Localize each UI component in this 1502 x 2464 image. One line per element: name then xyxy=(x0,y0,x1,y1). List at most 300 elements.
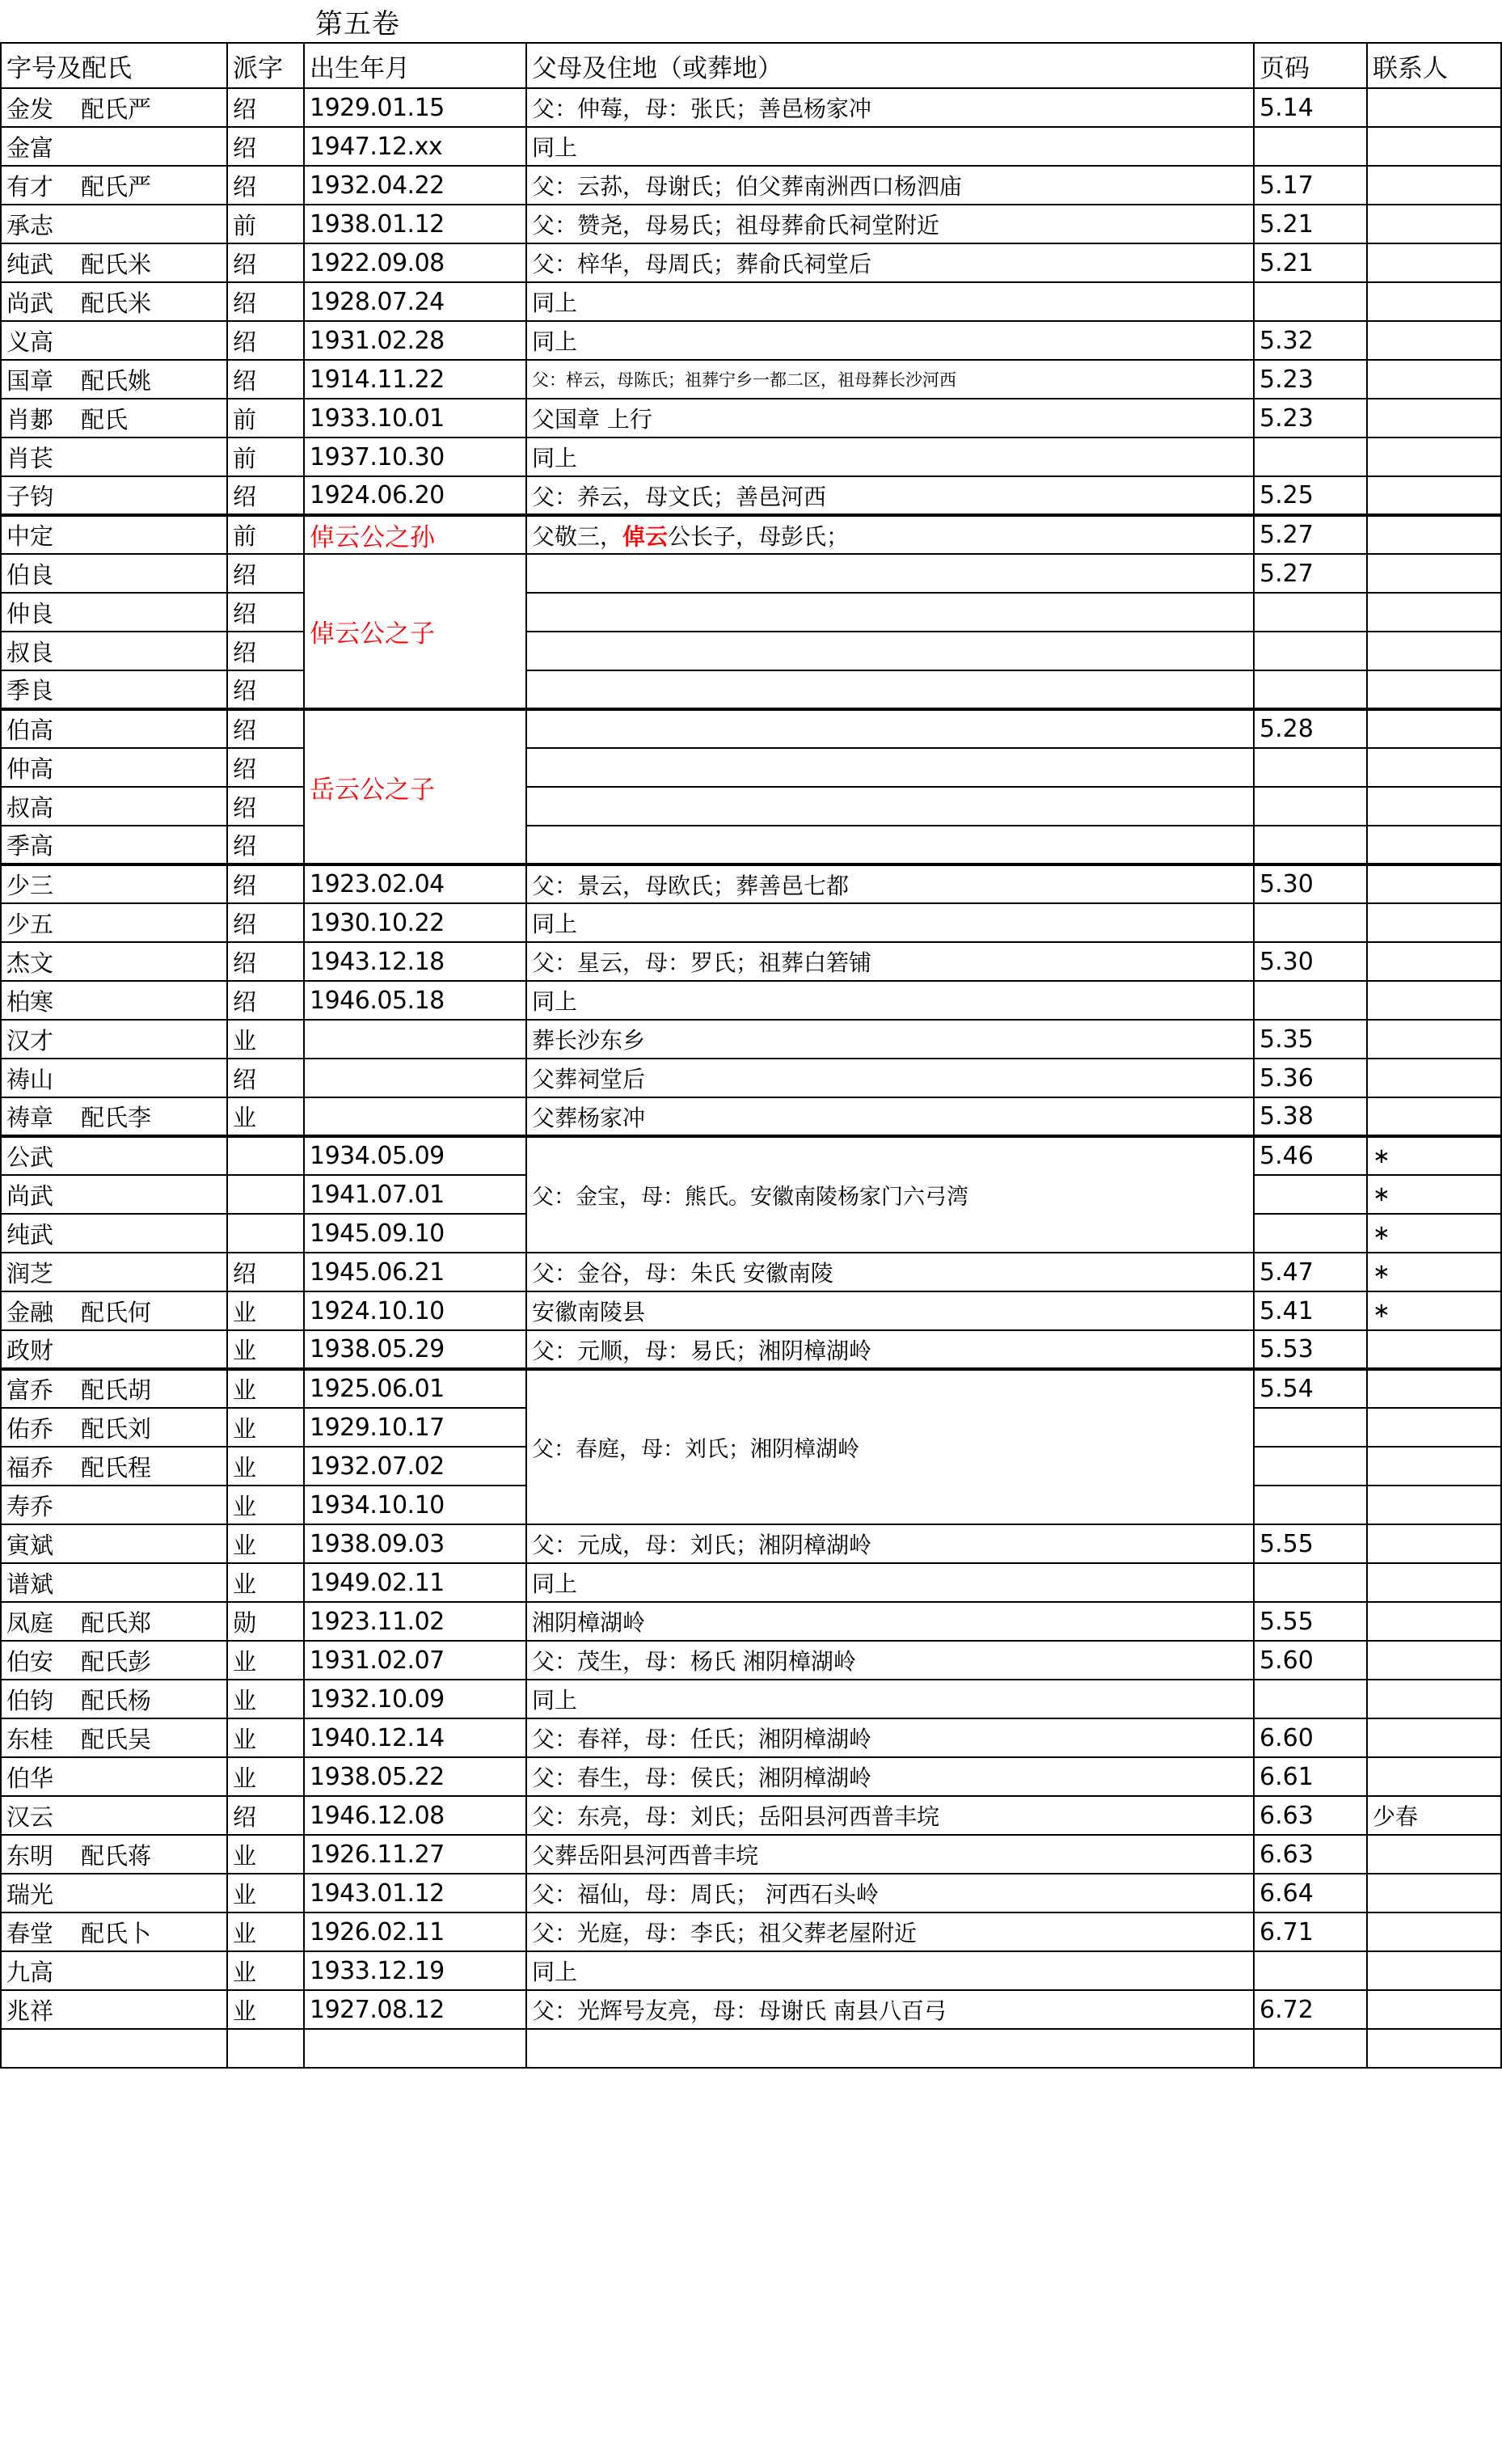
cell-name[interactable] xyxy=(1,1214,227,1253)
cell-birth-date[interactable]: 1933.12.19 xyxy=(304,1951,526,1990)
cell-page-number[interactable] xyxy=(1254,632,1367,670)
table-row xyxy=(1,942,1501,981)
cell-page-number[interactable]: 5.36 xyxy=(1254,1059,1367,1097)
cell-birth-date[interactable]: 1925.06.01 xyxy=(304,1369,526,1408)
cell-generation-char[interactable]: 前 xyxy=(227,399,304,437)
cell-contact[interactable] xyxy=(1367,1447,1501,1486)
cell-name[interactable] xyxy=(1,1253,227,1291)
cell-name[interactable] xyxy=(1,1447,227,1486)
cell-birth-date[interactable]: 1946.12.08 xyxy=(304,1796,526,1835)
cell-page-number[interactable] xyxy=(1254,1447,1367,1486)
cell-parents-residence[interactable]: 父国章 上行 xyxy=(526,399,1254,437)
cell-birth-date[interactable] xyxy=(304,2029,526,2068)
cell-contact[interactable] xyxy=(1367,1835,1501,1874)
cell-birth-date[interactable]: 1929.10.17 xyxy=(304,1408,526,1447)
cell-contact[interactable]: ∗ xyxy=(1367,1253,1501,1291)
cell-generation-char[interactable]: 前 xyxy=(227,515,304,554)
cell-generation-char[interactable]: 前 xyxy=(227,437,304,476)
cell-page-number[interactable]: 5.21 xyxy=(1254,205,1367,243)
cell-name[interactable] xyxy=(1,1486,227,1524)
cell-name[interactable] xyxy=(1,981,227,1020)
cell-contact[interactable] xyxy=(1367,1990,1501,2029)
cell-name[interactable] xyxy=(1,282,227,321)
cell-generation-char[interactable]: 绍 xyxy=(227,282,304,321)
cell-contact[interactable]: ∗ xyxy=(1367,1291,1501,1330)
cell-generation-char[interactable]: 绍 xyxy=(227,1253,304,1291)
cell-name[interactable] xyxy=(1,709,227,748)
cell-contact[interactable] xyxy=(1367,787,1501,826)
cell-birth-date[interactable]: 1934.05.09 xyxy=(304,1136,526,1175)
cell-parents-residence[interactable]: 父：光庭，母：李氏；祖父葬老屋附近 xyxy=(526,1912,1254,1951)
cell-generation-char[interactable]: 勋 xyxy=(227,1602,304,1641)
cell-generation-char[interactable]: 绍 xyxy=(227,748,304,787)
cell-birth-date[interactable]: 1926.11.27 xyxy=(304,1835,526,1874)
cell-parents-residence[interactable]: 父：赞尧，母易氏；祖母葬俞氏祠堂附近 xyxy=(526,205,1254,243)
cell-page-number[interactable]: 5.21 xyxy=(1254,243,1367,282)
cell-birth-date[interactable]: 1940.12.14 xyxy=(304,1718,526,1757)
cell-contact[interactable] xyxy=(1367,864,1501,903)
cell-generation-char[interactable]: 绍 xyxy=(227,88,304,127)
cell-parents-residence[interactable]: 同上 xyxy=(526,282,1254,321)
cell-parents-residence[interactable]: 葬长沙东乡 xyxy=(526,1020,1254,1059)
cell-contact[interactable] xyxy=(1367,476,1501,515)
cell-contact[interactable] xyxy=(1367,321,1501,360)
cell-birth-date[interactable]: 1943.12.18 xyxy=(304,942,526,981)
cell-page-number[interactable]: 5.25 xyxy=(1254,476,1367,515)
cell-name[interactable] xyxy=(1,399,227,437)
cell-name[interactable] xyxy=(1,1680,227,1718)
cell-name[interactable] xyxy=(1,1408,227,1447)
cell-contact[interactable] xyxy=(1367,942,1501,981)
cell-birth-date[interactable]: 1945.09.10 xyxy=(304,1214,526,1253)
cell-contact[interactable] xyxy=(1367,1563,1501,1602)
cell-name[interactable] xyxy=(1,1757,227,1796)
cell-page-number[interactable]: 5.14 xyxy=(1254,88,1367,127)
cell-parents-residence[interactable]: 父：仲莓，母：张氏；善邑杨家冲 xyxy=(526,88,1254,127)
cell-name[interactable] xyxy=(1,1175,227,1214)
cell-parents-residence[interactable]: 同上 xyxy=(526,1951,1254,1990)
cell-contact[interactable] xyxy=(1367,748,1501,787)
cell-page-number[interactable]: 5.41 xyxy=(1254,1291,1367,1330)
cell-generation-char[interactable]: 绍 xyxy=(227,554,304,593)
cell-parents-residence[interactable] xyxy=(526,787,1254,826)
cell-page-number[interactable]: 6.63 xyxy=(1254,1796,1367,1835)
cell-birth-date[interactable]: 1932.07.02 xyxy=(304,1447,526,1486)
cell-parents-residence[interactable]: 父：元顺，母：易氏；湘阴樟湖岭 xyxy=(526,1330,1254,1369)
cell-parents-residence[interactable]: 同上 xyxy=(526,127,1254,166)
cell-parents-residence[interactable] xyxy=(526,709,1254,748)
cell-name[interactable] xyxy=(1,1641,227,1680)
cell-name[interactable] xyxy=(1,670,227,709)
cell-page-number[interactable]: 6.72 xyxy=(1254,1990,1367,2029)
cell-page-number[interactable] xyxy=(1254,1486,1367,1524)
cell-generation-char[interactable]: 业 xyxy=(227,1097,304,1136)
cell-birth-date[interactable]: 1945.06.21 xyxy=(304,1253,526,1291)
cell-parents-residence[interactable]: 同上 xyxy=(526,437,1254,476)
cell-contact[interactable] xyxy=(1367,593,1501,632)
cell-lineage-note[interactable]: 倬云公之孙 xyxy=(304,515,526,554)
cell-page-number[interactable]: 6.60 xyxy=(1254,1718,1367,1757)
cell-page-number[interactable]: 5.35 xyxy=(1254,1020,1367,1059)
cell-parents-residence[interactable]: 父：梓云，母陈氏；祖葬宁乡一都二区，祖母葬长沙河西 xyxy=(526,360,1254,399)
cell-contact[interactable] xyxy=(1367,360,1501,399)
cell-contact[interactable] xyxy=(1367,1059,1501,1097)
cell-name[interactable] xyxy=(1,321,227,360)
cell-page-number[interactable]: 6.61 xyxy=(1254,1757,1367,1796)
cell-parents-residence[interactable]: 父葬杨家冲 xyxy=(526,1097,1254,1136)
cell-page-number[interactable]: 5.46 xyxy=(1254,1136,1367,1175)
cell-generation-char[interactable]: 绍 xyxy=(227,360,304,399)
cell-generation-char[interactable]: 业 xyxy=(227,1641,304,1680)
cell-birth-date[interactable] xyxy=(304,1097,526,1136)
cell-page-number[interactable]: 5.38 xyxy=(1254,1097,1367,1136)
cell-parents-residence[interactable]: 父：福仙，母：周氏； 河西石头岭 xyxy=(526,1874,1254,1912)
cell-name[interactable] xyxy=(1,632,227,670)
cell-generation-char[interactable]: 绍 xyxy=(227,942,304,981)
cell-page-number[interactable]: 5.23 xyxy=(1254,360,1367,399)
cell-page-number[interactable] xyxy=(1254,1951,1367,1990)
cell-generation-char[interactable] xyxy=(227,2029,304,2068)
cell-birth-date[interactable]: 1934.10.10 xyxy=(304,1486,526,1524)
cell-generation-char[interactable]: 业 xyxy=(227,1330,304,1369)
cell-contact[interactable] xyxy=(1367,1330,1501,1369)
cell-page-number[interactable]: 5.17 xyxy=(1254,166,1367,205)
cell-contact[interactable]: ∗ xyxy=(1367,1175,1501,1214)
cell-birth-date[interactable]: 1932.10.09 xyxy=(304,1680,526,1718)
cell-birth-date[interactable]: 1941.07.01 xyxy=(304,1175,526,1214)
cell-contact[interactable] xyxy=(1367,1408,1501,1447)
cell-generation-char[interactable]: 绍 xyxy=(227,670,304,709)
cell-birth-date[interactable]: 1923.11.02 xyxy=(304,1602,526,1641)
cell-name[interactable] xyxy=(1,205,227,243)
cell-contact[interactable] xyxy=(1367,127,1501,166)
cell-name[interactable] xyxy=(1,360,227,399)
cell-name[interactable] xyxy=(1,554,227,593)
cell-contact[interactable] xyxy=(1367,1369,1501,1408)
cell-page-number[interactable] xyxy=(1254,981,1367,1020)
cell-page-number[interactable]: 5.60 xyxy=(1254,1641,1367,1680)
cell-parents-residence[interactable]: 父葬岳阳县河西普丰垸 xyxy=(526,1835,1254,1874)
cell-page-number[interactable]: 5.30 xyxy=(1254,942,1367,981)
cell-birth-date[interactable]: 1933.10.01 xyxy=(304,399,526,437)
cell-birth-date[interactable]: 1924.06.20 xyxy=(304,476,526,515)
cell-contact[interactable] xyxy=(1367,515,1501,554)
cell-name[interactable] xyxy=(1,1020,227,1059)
cell-generation-char[interactable]: 绍 xyxy=(227,321,304,360)
cell-generation-char[interactable]: 绍 xyxy=(227,593,304,632)
cell-lineage-group-label[interactable]: 岳云公之子 xyxy=(304,709,526,864)
cell-generation-char[interactable]: 业 xyxy=(227,1524,304,1563)
cell-page-number[interactable]: 5.55 xyxy=(1254,1602,1367,1641)
cell-parents-residence[interactable] xyxy=(526,748,1254,787)
cell-name[interactable] xyxy=(1,1796,227,1835)
cell-name[interactable] xyxy=(1,1291,227,1330)
cell-contact[interactable]: ∗ xyxy=(1367,1136,1501,1175)
cell-birth-date[interactable]: 1943.01.12 xyxy=(304,1874,526,1912)
cell-generation-char[interactable]: 绍 xyxy=(227,127,304,166)
cell-name[interactable] xyxy=(1,1330,227,1369)
cell-parents-residence[interactable]: 同上 xyxy=(526,321,1254,360)
spouse-surname: 配氏刘 xyxy=(81,1414,152,1443)
cell-name[interactable] xyxy=(1,2029,227,2068)
cell-birth-date[interactable] xyxy=(304,1059,526,1097)
cell-birth-date[interactable]: 1947.12.xx xyxy=(304,127,526,166)
cell-generation-char[interactable]: 业 xyxy=(227,1757,304,1796)
cell-contact[interactable] xyxy=(1367,1718,1501,1757)
cell-name[interactable] xyxy=(1,1951,227,1990)
cell-parents-residence[interactable]: 父葬祠堂后 xyxy=(526,1059,1254,1097)
cell-page-number[interactable] xyxy=(1254,2029,1367,2068)
cell-parents-residence[interactable]: 父：春祥，母：任氏；湘阴樟湖岭 xyxy=(526,1718,1254,1757)
cell-page-number[interactable]: 5.27 xyxy=(1254,554,1367,593)
cell-generation-char[interactable] xyxy=(227,1214,304,1253)
cell-contact[interactable] xyxy=(1367,1757,1501,1796)
cell-contact[interactable] xyxy=(1367,399,1501,437)
cell-page-number[interactable]: 5.55 xyxy=(1254,1524,1367,1563)
cell-parents-residence[interactable] xyxy=(526,632,1254,670)
cell-parents-residence[interactable]: 安徽南陵县 xyxy=(526,1291,1254,1330)
cell-contact[interactable] xyxy=(1367,88,1501,127)
cell-parents-residence[interactable]: 同上 xyxy=(526,903,1254,942)
cell-parents-residence[interactable]: 父：光辉号友亮，母：母谢氏 南县八百弓 xyxy=(526,1990,1254,2029)
cell-name[interactable] xyxy=(1,166,227,205)
cell-contact[interactable] xyxy=(1367,1020,1501,1059)
cell-birth-date[interactable]: 1930.10.22 xyxy=(304,903,526,942)
cell-birth-date[interactable]: 1949.02.11 xyxy=(304,1563,526,1602)
cell-page-number[interactable]: 5.32 xyxy=(1254,321,1367,360)
cell-contact[interactable] xyxy=(1367,1680,1501,1718)
cell-parents-residence[interactable]: 父：金谷，母：朱氏 安徽南陵 xyxy=(526,1253,1254,1291)
cell-page-number[interactable] xyxy=(1254,748,1367,787)
cell-contact[interactable] xyxy=(1367,282,1501,321)
cell-name[interactable] xyxy=(1,127,227,166)
cell-generation-char[interactable]: 绍 xyxy=(227,981,304,1020)
cell-contact[interactable] xyxy=(1367,1641,1501,1680)
cell-name[interactable] xyxy=(1,1524,227,1563)
cell-contact[interactable] xyxy=(1367,205,1501,243)
cell-contact[interactable] xyxy=(1367,903,1501,942)
cell-name[interactable] xyxy=(1,1136,227,1175)
cell-generation-char[interactable]: 业 xyxy=(227,1874,304,1912)
cell-page-number[interactable] xyxy=(1254,787,1367,826)
cell-page-number[interactable] xyxy=(1254,1214,1367,1253)
cell-name[interactable] xyxy=(1,593,227,632)
cell-name[interactable] xyxy=(1,864,227,903)
cell-page-number[interactable]: 5.54 xyxy=(1254,1369,1367,1408)
cell-contact[interactable] xyxy=(1367,2029,1501,2068)
cell-parents-residence[interactable] xyxy=(526,826,1254,864)
table-row xyxy=(1,1253,1501,1291)
cell-birth-date[interactable]: 1931.02.07 xyxy=(304,1641,526,1680)
cell-contact[interactable] xyxy=(1367,632,1501,670)
cell-name[interactable] xyxy=(1,1059,227,1097)
cell-name[interactable] xyxy=(1,515,227,554)
cell-generation-char[interactable]: 绍 xyxy=(227,787,304,826)
cell-name[interactable] xyxy=(1,1602,227,1641)
cell-page-number[interactable]: 6.71 xyxy=(1254,1912,1367,1951)
cell-generation-char[interactable]: 业 xyxy=(227,1369,304,1408)
cell-parents-residence[interactable] xyxy=(526,515,1254,554)
cell-birth-date[interactable]: 1924.10.10 xyxy=(304,1291,526,1330)
cell-page-number[interactable] xyxy=(1254,593,1367,632)
cell-parents-residence[interactable]: 父：梓华，母周氏；葬俞氏祠堂后 xyxy=(526,243,1254,282)
cell-generation-char[interactable]: 绍 xyxy=(227,476,304,515)
cell-generation-char[interactable]: 业 xyxy=(227,1563,304,1602)
cell-birth-date[interactable]: 1931.02.28 xyxy=(304,321,526,360)
cell-name[interactable] xyxy=(1,1835,227,1874)
cell-generation-char[interactable]: 前 xyxy=(227,205,304,243)
cell-page-number[interactable] xyxy=(1254,437,1367,476)
cell-contact[interactable] xyxy=(1367,1874,1501,1912)
cell-name[interactable] xyxy=(1,1718,227,1757)
cell-contact[interactable] xyxy=(1367,709,1501,748)
cell-birth-date[interactable]: 1914.11.22 xyxy=(304,360,526,399)
cell-page-number[interactable] xyxy=(1254,1680,1367,1718)
cell-generation-char[interactable]: 业 xyxy=(227,1990,304,2029)
cell-generation-char[interactable]: 业 xyxy=(227,1486,304,1524)
cell-page-number[interactable]: 5.30 xyxy=(1254,864,1367,903)
cell-page-number[interactable] xyxy=(1254,826,1367,864)
cell-parents-residence[interactable]: 同上 xyxy=(526,981,1254,1020)
cell-birth-date[interactable]: 1937.10.30 xyxy=(304,437,526,476)
cell-name[interactable] xyxy=(1,1874,227,1912)
cell-generation-char[interactable]: 业 xyxy=(227,1680,304,1718)
cell-contact[interactable]: ∗ xyxy=(1367,1214,1501,1253)
cell-parents-residence-merged[interactable]: 父：金宝，母：熊氏。安徽南陵杨家门六弓湾 xyxy=(526,1136,1254,1253)
cell-parents-residence[interactable] xyxy=(526,2029,1254,2068)
cell-generation-char[interactable]: 绍 xyxy=(227,166,304,205)
cell-page-number[interactable] xyxy=(1254,903,1367,942)
person-name: 有才 xyxy=(6,172,54,201)
cell-generation-char[interactable]: 业 xyxy=(227,1020,304,1059)
cell-page-number[interactable] xyxy=(1254,127,1367,166)
cell-generation-char[interactable]: 绍 xyxy=(227,1796,304,1835)
cell-contact[interactable] xyxy=(1367,1602,1501,1641)
cell-page-number[interactable] xyxy=(1254,1175,1367,1214)
cell-birth-date[interactable]: 1927.08.12 xyxy=(304,1990,526,2029)
cell-contact[interactable] xyxy=(1367,437,1501,476)
cell-name[interactable] xyxy=(1,826,227,864)
cell-generation-char[interactable]: 业 xyxy=(227,1951,304,1990)
cell-parents-residence[interactable]: 父：星云，母：罗氏；祖葬白箬铺 xyxy=(526,942,1254,981)
cell-page-number[interactable] xyxy=(1254,1563,1367,1602)
cell-page-number[interactable]: 5.28 xyxy=(1254,709,1367,748)
cell-birth-date[interactable]: 1928.07.24 xyxy=(304,282,526,321)
cell-name[interactable] xyxy=(1,1912,227,1951)
cell-page-number[interactable] xyxy=(1254,282,1367,321)
cell-contact[interactable] xyxy=(1367,1912,1501,1951)
cell-generation-char[interactable]: 绍 xyxy=(227,709,304,748)
cell-contact[interactable] xyxy=(1367,670,1501,709)
cell-generation-char[interactable]: 绍 xyxy=(227,826,304,864)
cell-name[interactable] xyxy=(1,1097,227,1136)
cell-name[interactable] xyxy=(1,748,227,787)
cell-birth-date[interactable]: 1929.01.15 xyxy=(304,88,526,127)
cell-generation-char[interactable]: 绍 xyxy=(227,1059,304,1097)
cell-lineage-group-label[interactable]: 倬云公之子 xyxy=(304,554,526,709)
cell-generation-char[interactable]: 业 xyxy=(227,1291,304,1330)
cell-page-number[interactable]: 5.53 xyxy=(1254,1330,1367,1369)
cell-contact[interactable] xyxy=(1367,166,1501,205)
cell-generation-char[interactable]: 业 xyxy=(227,1912,304,1951)
cell-parents-residence[interactable] xyxy=(526,554,1254,593)
cell-parents-residence[interactable]: 父：景云，母欧氏；葬善邑七都 xyxy=(526,864,1254,903)
cell-page-number[interactable]: 6.64 xyxy=(1254,1874,1367,1912)
cell-birth-date[interactable]: 1938.09.03 xyxy=(304,1524,526,1563)
cell-generation-char[interactable] xyxy=(227,1136,304,1175)
cell-parents-residence[interactable]: 父：云荪，母谢氏；伯父葬南洲西口杨泗庙 xyxy=(526,166,1254,205)
cell-parents-residence[interactable]: 父：元成，母：刘氏；湘阴樟湖岭 xyxy=(526,1524,1254,1563)
cell-name[interactable] xyxy=(1,903,227,942)
cell-parents-residence[interactable]: 父：春生，母：侯氏；湘阴樟湖岭 xyxy=(526,1757,1254,1796)
cell-birth-date[interactable]: 1922.09.08 xyxy=(304,243,526,282)
cell-birth-date[interactable]: 1938.05.22 xyxy=(304,1757,526,1796)
cell-parents-residence-merged[interactable]: 父：春庭，母：刘氏；湘阴樟湖岭 xyxy=(526,1369,1254,1524)
cell-birth-date[interactable] xyxy=(304,1020,526,1059)
cell-contact[interactable] xyxy=(1367,243,1501,282)
cell-page-number[interactable] xyxy=(1254,670,1367,709)
cell-birth-date[interactable]: 1932.04.22 xyxy=(304,166,526,205)
cell-generation-char[interactable]: 绍 xyxy=(227,864,304,903)
cell-page-number[interactable]: 5.23 xyxy=(1254,399,1367,437)
cell-contact[interactable]: 少春 xyxy=(1367,1796,1501,1835)
cell-contact[interactable] xyxy=(1367,981,1501,1020)
cell-name[interactable] xyxy=(1,1990,227,2029)
cell-generation-char[interactable]: 业 xyxy=(227,1718,304,1757)
cell-birth-date[interactable]: 1938.01.12 xyxy=(304,205,526,243)
cell-contact[interactable] xyxy=(1367,826,1501,864)
cell-name[interactable] xyxy=(1,1563,227,1602)
cell-name[interactable] xyxy=(1,243,227,282)
cell-name[interactable] xyxy=(1,476,227,515)
cell-parents-residence[interactable] xyxy=(526,670,1254,709)
cell-contact[interactable] xyxy=(1367,554,1501,593)
cell-generation-char[interactable]: 绍 xyxy=(227,903,304,942)
cell-parents-residence[interactable] xyxy=(526,593,1254,632)
cell-contact[interactable] xyxy=(1367,1951,1501,1990)
cell-parents-residence[interactable]: 同上 xyxy=(526,1680,1254,1718)
cell-name[interactable] xyxy=(1,787,227,826)
cell-birth-date[interactable]: 1926.02.11 xyxy=(304,1912,526,1951)
cell-generation-char[interactable]: 业 xyxy=(227,1447,304,1486)
cell-birth-date[interactable]: 1923.02.04 xyxy=(304,864,526,903)
cell-birth-date[interactable]: 1938.05.29 xyxy=(304,1330,526,1369)
cell-name[interactable] xyxy=(1,1369,227,1408)
cell-generation-char[interactable] xyxy=(227,1175,304,1214)
cell-page-number[interactable]: 6.63 xyxy=(1254,1835,1367,1874)
cell-parents-residence[interactable]: 湘阴樟湖岭 xyxy=(526,1602,1254,1641)
cell-birth-date[interactable]: 1946.05.18 xyxy=(304,981,526,1020)
cell-contact[interactable] xyxy=(1367,1486,1501,1524)
cell-generation-char[interactable]: 绍 xyxy=(227,243,304,282)
cell-name[interactable] xyxy=(1,88,227,127)
cell-generation-char[interactable]: 业 xyxy=(227,1835,304,1874)
cell-parents-residence[interactable]: 同上 xyxy=(526,1563,1254,1602)
cell-parents-residence[interactable]: 父：茂生，母：杨氏 湘阴樟湖岭 xyxy=(526,1641,1254,1680)
cell-parents-residence[interactable]: 父：养云，母文氏；善邑河西 xyxy=(526,476,1254,515)
cell-page-number[interactable] xyxy=(1254,1408,1367,1447)
cell-generation-char[interactable]: 绍 xyxy=(227,632,304,670)
cell-contact[interactable] xyxy=(1367,1097,1501,1136)
cell-name[interactable] xyxy=(1,942,227,981)
cell-name[interactable] xyxy=(1,437,227,476)
cell-generation-char[interactable]: 业 xyxy=(227,1408,304,1447)
person-name: 少五 xyxy=(6,910,54,938)
cell-parents-residence[interactable]: 父：东亮，母：刘氏；岳阳县河西普丰垸 xyxy=(526,1796,1254,1835)
cell-page-number[interactable]: 5.27 xyxy=(1254,515,1367,554)
cell-contact[interactable] xyxy=(1367,1524,1501,1563)
cell-page-number[interactable]: 5.47 xyxy=(1254,1253,1367,1291)
